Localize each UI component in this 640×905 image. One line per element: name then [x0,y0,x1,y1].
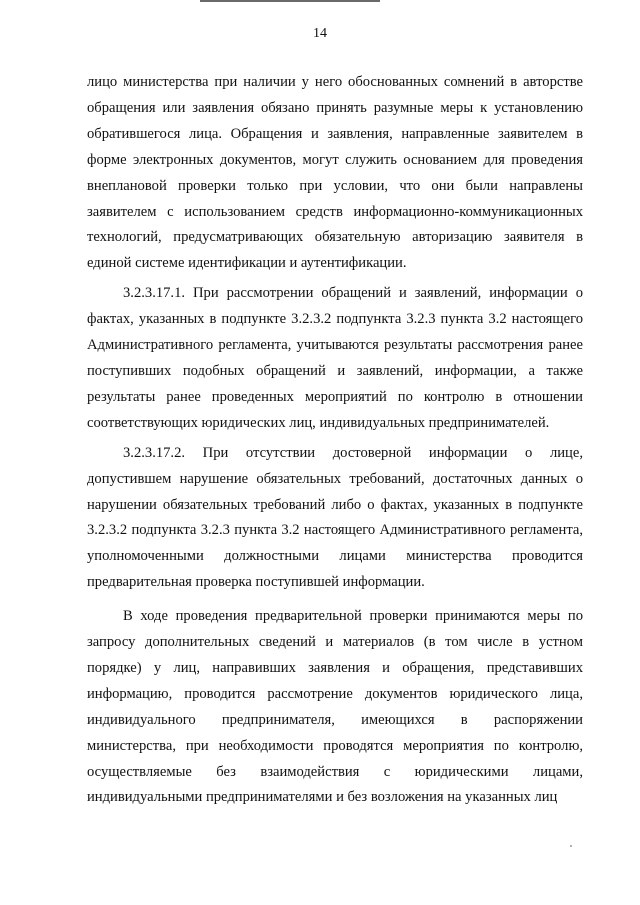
paragraph-1 [87,70,583,277]
paragraph-4 [87,604,583,811]
paragraph-2 [87,281,583,436]
paragraph-1-text: лицо министерства при наличии у него обоснованных сомнений в авторстве обращения или заявления обязано принять разумные меры к установлению обратившегося лица. Обращения и заявления, направленные заявителем в форме электронных документов, могут служить основанием для проведения внеплановой проверки только при условии, что они были направлены заявителем с использованием средств информационно-коммуникационных технологий, предусматривающих обязательную авторизацию заявителя в единой системе идентификации и аутентификации. [87,74,583,272]
scan-speck [570,845,572,847]
body-text [87,70,583,815]
paragraph-3 [87,441,583,596]
top-rule [200,0,380,2]
paragraph-2-text: 3.2.3.17.1. При рассмотрении обращений и заявлений, информации о фактах, указанных в подпункте 3.2.3.2 подпункта 3.2.3 пункта 3.2 настоящего Административного регламента, учитываются результаты рассмотрения ранее поступивших подобных обращений и заявлений, информации, а также результаты ранее проведенных мероприятий по контролю в отношении соответствующих юридических лиц, индивидуальных предпринимателей. [87,285,583,431]
paragraph-4-text: В ходе проведения предварительной проверки принимаются меры по запросу дополнительных сведений и материалов (в том числе в устном порядке) у лиц, направивших заявления и обращения, представивших информацию, проводится рассмотрение документов юридического лица, индивидуального предпринимателя, имеющихся в распоряжении министерства, при необходимости проводятся мероприятия по контролю, осуществляемые без взаимодействия с юридическими лицами, индивидуальными предпринимателями и без возложения на указанных лиц [87,608,583,806]
page-number: 14 [313,26,327,41]
paragraph-3-text: 3.2.3.17.2. При отсутствии достоверной информации о лице, допустившем нарушение обязательных требований, достаточных данных о нарушении обязательных требований либо о фактах, указанных в подпункте 3.2.3.2 подпункта 3.2.3 пункта 3.2 настоящего Административного регламента, уполномоченными должностными лицами министерства проводится предварительная проверка поступившей информации. [87,444,583,591]
